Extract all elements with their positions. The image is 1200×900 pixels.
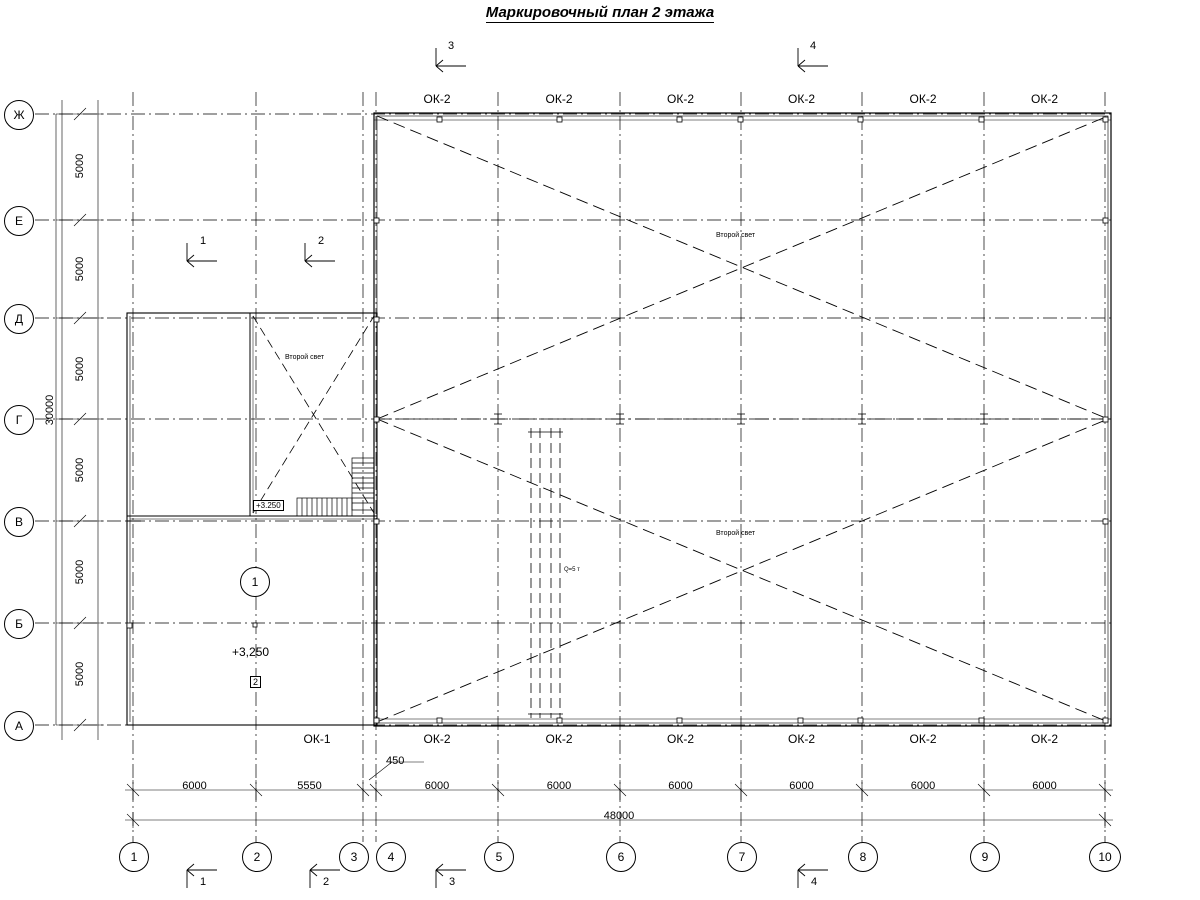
axis-bubble-vertical[interactable] (4, 609, 34, 639)
dimension-horizontal: 6000 (424, 780, 450, 792)
axis-bubble-horizontal[interactable] (339, 842, 369, 872)
dimension-vertical: 5000 (74, 153, 86, 179)
window-label-ok1: ОК-1 (303, 732, 331, 746)
dimension-vertical: 5000 (74, 356, 86, 382)
axis-label: 1 (130, 850, 138, 864)
dimension-horizontal: 6000 (910, 780, 936, 792)
axis-label: Б (15, 617, 23, 631)
window-label-ok2: ОК-2 (667, 92, 694, 106)
axis-bubble-horizontal[interactable] (606, 842, 636, 872)
axis-label: В (14, 515, 23, 529)
axis-bubble-horizontal[interactable] (376, 842, 406, 872)
window-label-ok2: ОК-2 (909, 92, 937, 106)
axis-bubble-vertical[interactable] (4, 405, 34, 435)
window-label-ok2: ОК-2 (788, 732, 815, 746)
axis-bubble-vertical[interactable] (4, 507, 34, 537)
axis-bubble-vertical[interactable] (4, 711, 34, 741)
section-mark-label-bottom-4: 4 (811, 876, 818, 888)
axis-bubble-horizontal[interactable] (1089, 842, 1121, 872)
window-label-ok2: ОК-2 (909, 732, 937, 746)
dimension-horizontal: 6000 (1032, 780, 1057, 792)
window-label-ok2: ОК-2 (545, 92, 573, 106)
axis-label: 3 (350, 850, 358, 864)
axis-label: 4 (387, 850, 395, 864)
node-callout-label: 2 (253, 677, 259, 687)
window-label-ok2: ОК-2 (1031, 732, 1058, 746)
drawing-title: Маркировочный план 2 этажа (485, 4, 715, 21)
axis-label: 7 (738, 850, 746, 864)
section-mark-label-bottom-2: 2 (323, 876, 330, 888)
annotation-void-lower: Второй свет (716, 530, 756, 537)
window-label-ok2: ОК-2 (1031, 92, 1058, 106)
axis-bubble-horizontal[interactable] (727, 842, 757, 872)
axis-label: Д (14, 312, 24, 326)
axis-label: 8 (859, 850, 867, 864)
node-callout-2[interactable] (250, 676, 261, 688)
annotation-void-upper: Второй свет (716, 232, 756, 239)
section-mark-label-top-4: 4 (810, 40, 817, 52)
node-callout-1[interactable] (240, 567, 270, 597)
section-mark-label-bottom-3: 3 (449, 876, 456, 888)
dimension-vertical: 5000 (74, 661, 86, 687)
axis-label: 10 (1098, 850, 1112, 864)
elevation-stair-label: +3.250 (253, 500, 284, 511)
axis-bubble-horizontal[interactable] (242, 842, 272, 872)
annotation-void-left: Второй свет (285, 354, 325, 361)
section-mark-label-inner-1: 1 (200, 235, 207, 247)
dimension-vertical: 5000 (74, 559, 86, 585)
axis-label: Г (15, 413, 23, 427)
elevation-floor-label: +3,250 (232, 645, 270, 659)
dimension-horizontal: 6000 (546, 780, 572, 792)
axis-label: 2 (253, 850, 261, 864)
section-mark-label-inner-2: 2 (318, 235, 325, 247)
dimension-horizontal-450: 450 (386, 755, 405, 767)
section-mark-label-bottom-1: 1 (200, 876, 207, 888)
axis-bubble-horizontal[interactable] (848, 842, 878, 872)
section-mark-label-top-3: 3 (448, 40, 455, 52)
dimension-horizontal: 6000 (789, 780, 814, 792)
dimension-vertical-total: 30000 (44, 394, 56, 426)
window-label-ok2: ОК-2 (545, 732, 573, 746)
dimension-vertical: 5000 (74, 256, 86, 282)
dimension-vertical: 5000 (74, 457, 86, 483)
node-callout-label: 1 (251, 575, 259, 589)
axis-label: 6 (617, 850, 625, 864)
dimension-horizontal-total: 48000 (603, 810, 635, 822)
axis-label: 9 (981, 850, 989, 864)
axis-label: Ж (13, 108, 25, 122)
axis-bubble-horizontal[interactable] (119, 842, 149, 872)
axis-bubble-vertical[interactable] (4, 100, 34, 130)
window-label-ok2: ОК-2 (667, 732, 694, 746)
axis-label: 5 (495, 850, 503, 864)
axis-label: А (14, 719, 23, 733)
window-label-ok2: ОК-2 (788, 92, 815, 106)
axis-bubble-horizontal[interactable] (484, 842, 514, 872)
axis-bubble-vertical[interactable] (4, 304, 34, 334)
dimension-horizontal: 6000 (182, 780, 207, 792)
axis-bubble-vertical[interactable] (4, 206, 34, 236)
window-label-ok2: ОК-2 (423, 92, 451, 106)
window-label-ok2: ОК-2 (423, 732, 451, 746)
annotation-crane-capacity: Q=5 т (564, 567, 580, 573)
axis-label: Е (14, 214, 23, 228)
axis-bubble-horizontal[interactable] (970, 842, 1000, 872)
dimension-horizontal: 5550 (297, 780, 322, 792)
dimension-horizontal: 6000 (668, 780, 693, 792)
